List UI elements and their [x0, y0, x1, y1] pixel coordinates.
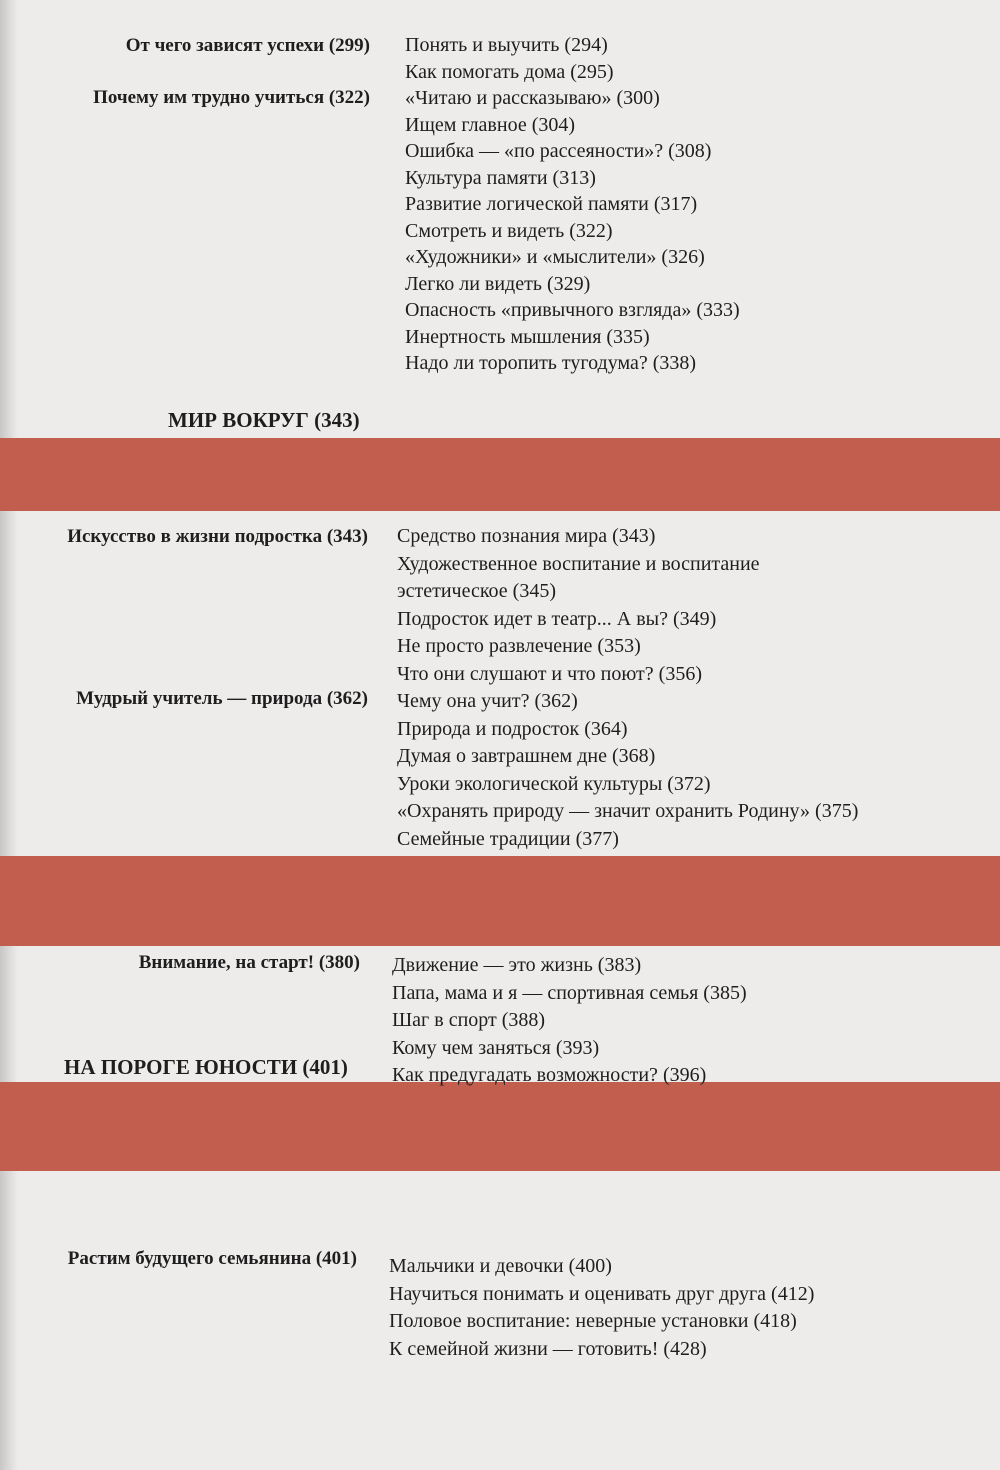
list-item: Половое воспитание: неверные установки (418): [389, 1310, 797, 1332]
list-item: Семейные традиции (377): [397, 827, 619, 850]
list-item: Думая о завтрашнем дне (368): [397, 745, 656, 767]
list-item: Средство познания мира (343): [397, 525, 656, 547]
list-item: Чему она учит? (362): [397, 690, 578, 712]
list-item: Как предугадать возможности? (396): [392, 1064, 707, 1086]
list-item: Как помогать дома (295): [405, 60, 614, 83]
entry-list: [397, 523, 858, 853]
list-item: Мальчики и девочки (400): [389, 1255, 612, 1277]
list-item: Папа, мама и я — спортивная семья (385): [392, 981, 747, 1004]
list-item: Понять и выучить (294): [405, 34, 608, 56]
list-item: «Художники» и «мыслители» (326): [405, 246, 705, 268]
topic-heading: От чего зависят успехи (299): [125, 35, 370, 56]
list-item: Легко ли видеть (329): [405, 272, 591, 295]
list-item: Инертность мышления (335): [405, 325, 650, 348]
list-item: Культура памяти (313): [405, 166, 596, 189]
entry-list: [389, 1253, 814, 1363]
red-band-2: [0, 856, 1000, 946]
list-item: «Читаю и рассказываю» (300): [405, 87, 660, 109]
list-item: Что они слушают и что поют? (356): [397, 662, 702, 685]
section-title: МИР ВОКРУГ (343): [168, 408, 360, 432]
list-item: Уроки экологической культуры (372): [397, 772, 711, 795]
list-item: Кому чем заняться (393): [392, 1036, 600, 1059]
list-item: Ищем главное (304): [405, 113, 576, 136]
list-item: Шаг в спорт (388): [392, 1009, 546, 1031]
red-band-3: [0, 1082, 1000, 1171]
section-title: НА ПОРОГЕ ЮНОСТИ (401): [64, 1055, 348, 1079]
list-item: Смотреть и видеть (322): [405, 219, 613, 242]
list-item: «Охранять природу — значит охранить Родину» (375): [397, 800, 859, 822]
list-item: Не просто развлечение (353): [397, 635, 641, 657]
topic-heading: Искусство в жизни подростка (343): [67, 526, 368, 547]
list-item: Подросток идет в театр... А вы? (349): [397, 607, 717, 630]
topic-heading: Почему им трудно учиться (322): [93, 87, 370, 108]
list-item: Природа и подросток (364): [397, 717, 628, 740]
list-item: Научиться понимать и оценивать друг друга (412): [389, 1282, 815, 1305]
list-item: К семейной жизни — готовить! (428): [389, 1337, 707, 1360]
list-item: Ошибка — «по рассеяности»? (308): [405, 140, 712, 162]
list-item: Художественное воспитание и воспитание: [397, 552, 760, 575]
list-item: Развитие логической памяти (317): [405, 193, 698, 215]
page-edge-shadow: [0, 0, 18, 1470]
topic-heading: Мудрый учитель — природа (362): [76, 688, 368, 709]
red-band-1: [0, 438, 1000, 511]
list-item: Надо ли торопить тугодума? (338): [405, 352, 697, 374]
list-item: эстетическое (345): [397, 580, 556, 602]
list-item: Движение — это жизнь (383): [392, 954, 642, 976]
entry-list: [405, 32, 740, 377]
entry-list: [392, 952, 747, 1090]
topic-heading: Внимание, на старт! (380): [138, 952, 360, 973]
list-item: Опасность «привычного взгляда» (333): [405, 299, 740, 321]
topic-heading: Растим будущего семьянина (401): [67, 1248, 357, 1269]
